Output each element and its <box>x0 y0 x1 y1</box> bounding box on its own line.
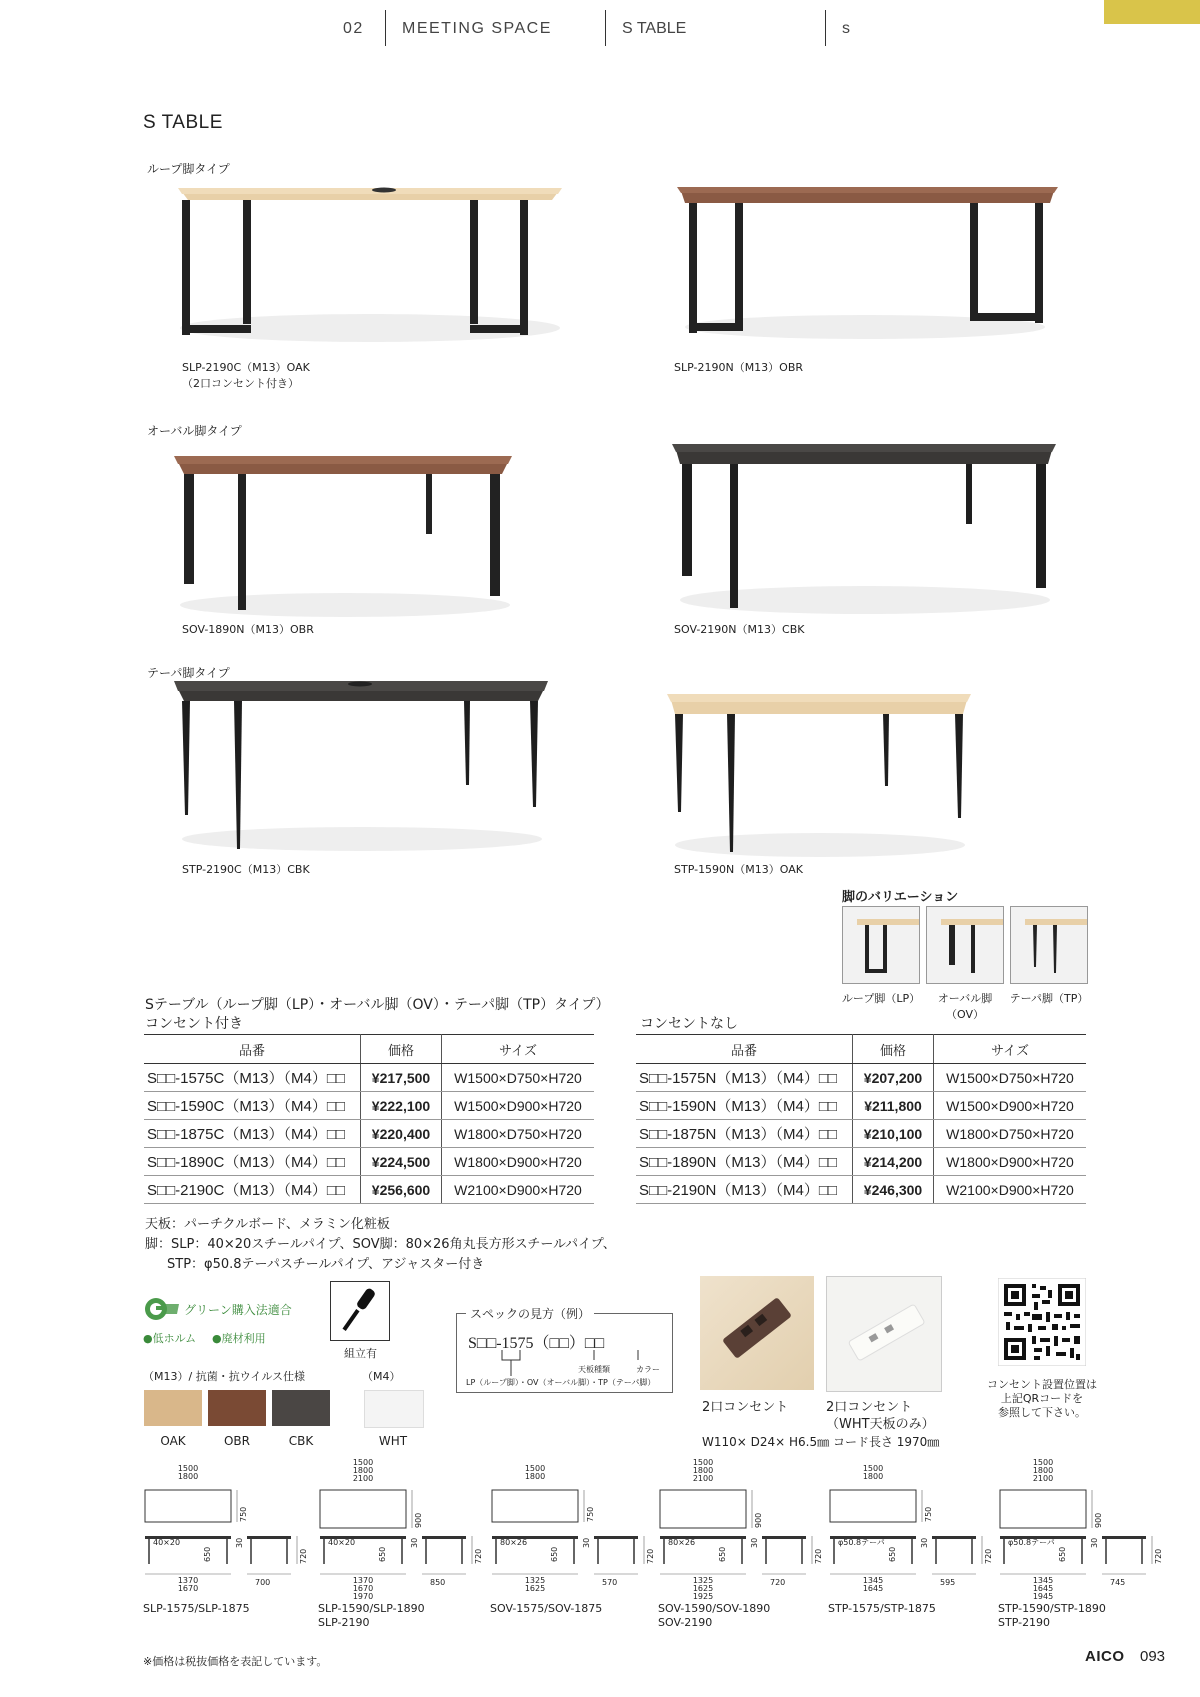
leg-size-value: 80×26 <box>668 1538 696 1547</box>
product-photo-stp-2190c <box>172 675 552 855</box>
price-cell: ¥214,200 <box>853 1148 934 1176</box>
product-name: SOV-1890N（M13）OBR <box>182 623 314 636</box>
spec-guide-arrows <box>490 1350 670 1380</box>
qr-note-line: コンセント設置位置は <box>987 1378 1097 1391</box>
drawing-name: SLP-1575/SLP-1875 <box>143 1602 250 1615</box>
product-name: SLP-2190N（M13）OBR <box>674 361 804 374</box>
col-header: サイズ <box>442 1035 595 1064</box>
color-swatch-oak <box>144 1390 202 1426</box>
height-value: 720 <box>1154 1548 1163 1564</box>
brand-logo: AICO <box>1085 1648 1125 1665</box>
group-label-oval: オーバル脚タイプ <box>147 424 242 438</box>
table-row <box>636 1120 1086 1148</box>
drawing-name: STP-1590/STP-1890 <box>998 1602 1106 1615</box>
col-header: 価格 <box>361 1035 442 1064</box>
product-code-cell: S□□-1575N（M13）（M4）□□ <box>636 1064 853 1092</box>
height-value: 30 <box>582 1537 591 1548</box>
recycle-text: ●廃材利用 <box>212 1332 266 1345</box>
height-value: 720 <box>984 1548 993 1564</box>
width-value: 1800 <box>1032 1466 1054 1475</box>
without-outlet-label: コンセントなし <box>640 1016 738 1032</box>
depth-value: 750 <box>924 1506 933 1522</box>
size-cell: W1500×D900×H720 <box>442 1092 595 1120</box>
product-photo-sov-2190n <box>670 440 1060 620</box>
low-form-label <box>143 1330 196 1346</box>
color-code: WHT <box>378 1434 408 1448</box>
product-code-cell: S□□-1590N（M13）（M4）□□ <box>636 1092 853 1120</box>
size-cell: W1800×D750×H720 <box>934 1120 1087 1148</box>
size-cell: W1800×D900×H720 <box>934 1148 1087 1176</box>
width-value: 2100 <box>352 1474 374 1483</box>
leg-variation-thumb-loop <box>842 906 920 984</box>
table-row <box>144 1148 594 1176</box>
price-cell: ¥207,200 <box>853 1064 934 1092</box>
page-number: 093 <box>1140 1648 1166 1665</box>
col-header: 品番 <box>144 1035 361 1064</box>
inner-width-value: 1645 <box>1032 1584 1054 1593</box>
drawing-name: SLP-2190 <box>318 1616 370 1629</box>
m13-label: （M13）/ 抗菌・抗ウイルス仕様 <box>143 1370 306 1383</box>
spec-guide-code: S□□-1575（□□）□□ <box>468 1335 605 1352</box>
drawing-name: SOV-1575/SOV-1875 <box>490 1602 603 1615</box>
outlet-label-1: 2口コンセント <box>702 1400 789 1415</box>
size-cell: W1500×D750×H720 <box>934 1064 1087 1092</box>
inner-width-value: 1670 <box>177 1584 199 1593</box>
header-divider <box>605 10 606 46</box>
dimension-drawing <box>828 1462 998 1615</box>
inner-width-value: 1945 <box>1032 1592 1054 1601</box>
color-code: OAK <box>160 1434 186 1448</box>
qr-note-line: 参照して下さい。 <box>998 1406 1086 1419</box>
product-code-cell: S□□-1875N（M13）（M4）□□ <box>636 1120 853 1148</box>
product-note: （2口コンセント付き） <box>182 377 299 390</box>
height-value: 720 <box>474 1548 483 1564</box>
width-value: 2100 <box>692 1474 714 1483</box>
spec-guide-legs: LP（ループ脚）・OV（オーバル脚）・TP（テーパ脚） <box>466 1378 656 1387</box>
leg-variation-thumb-oval <box>926 906 1004 984</box>
page-title: S TABLE <box>143 112 223 133</box>
width-value: 1800 <box>524 1472 546 1481</box>
product-caption <box>674 862 803 878</box>
width-value: 1500 <box>1032 1458 1054 1467</box>
product-name: SLP-2190C（M13）OAK <box>182 361 310 374</box>
depth-value: 900 <box>754 1512 763 1528</box>
table-row <box>636 1092 1086 1120</box>
drawing-name: STP-2190 <box>998 1616 1051 1629</box>
product-code-cell: S□□-1875C（M13）（M4）□□ <box>144 1120 361 1148</box>
height-value: 650 <box>550 1546 559 1562</box>
product-photo-sov-1890n <box>170 450 520 620</box>
height-value: 30 <box>410 1537 419 1548</box>
size-cell: W1800×D750×H720 <box>442 1120 595 1148</box>
width-value: 1500 <box>862 1464 884 1473</box>
height-value: 720 <box>646 1548 655 1564</box>
width-value: 1800 <box>177 1472 199 1481</box>
product-code-cell: S□□-2190N（M13）（M4）□□ <box>636 1176 853 1204</box>
width-value: 1800 <box>352 1466 374 1475</box>
depth-value: 750 <box>586 1506 595 1522</box>
inner-width-value: 1345 <box>1032 1576 1054 1585</box>
dimension-drawing <box>658 1458 828 1629</box>
inner-width-value: 1625 <box>692 1584 714 1593</box>
side-depth-value: 850 <box>430 1578 446 1587</box>
outlet-label-2: 2口コンセント <box>826 1400 913 1415</box>
assembly-box <box>330 1281 390 1341</box>
height-value: 30 <box>1090 1537 1099 1548</box>
spec-guide-title: スペックの見方（例） <box>466 1305 594 1322</box>
width-value: 1800 <box>862 1472 884 1481</box>
height-value: 30 <box>750 1537 759 1548</box>
table-row <box>636 1176 1086 1204</box>
outlet-photo-brown <box>700 1276 814 1390</box>
col-header: 品番 <box>636 1035 853 1064</box>
product-photo-slp-2190c <box>170 178 570 348</box>
header-section: MEETING SPACE <box>402 20 552 37</box>
inner-width-value: 1325 <box>692 1576 714 1585</box>
price-table-without-outlet <box>636 1034 1086 1204</box>
product-code-cell: S□□-1575C（M13）（M4）□□ <box>144 1064 361 1092</box>
dimension-drawing <box>143 1462 313 1615</box>
inner-width-value: 1370 <box>352 1576 374 1585</box>
leg-variation-label: テーパ脚（TP） <box>1009 992 1089 1005</box>
drawing-name: STP-1575/STP-1875 <box>828 1602 936 1615</box>
product-code-cell: S□□-1590C（M13）（M4）□□ <box>144 1092 361 1120</box>
footer-note: ※価格は税抜価格を表記しています。 <box>143 1655 328 1668</box>
header-divider <box>825 10 826 46</box>
qr-note <box>984 1378 1100 1420</box>
leg-variation-label: ループ脚（LP） <box>841 992 921 1005</box>
drawing-caption <box>828 1602 936 1616</box>
material-line: 脚：SLP：40×20スチールパイプ、SOV脚：80×26角丸長方形スチールパイプ、 <box>145 1237 616 1252</box>
drawing-name: SLP-1590/SLP-1890 <box>318 1602 425 1615</box>
side-depth-value: 720 <box>770 1578 786 1587</box>
inner-width-value: 1625 <box>524 1584 546 1593</box>
drawing-caption <box>143 1602 250 1616</box>
drawing-caption <box>490 1602 602 1616</box>
size-cell: W1500×D900×H720 <box>934 1092 1087 1120</box>
product-caption <box>674 360 803 376</box>
leg-size-value: φ50.8テーパ <box>838 1538 885 1547</box>
product-code-cell: S□□-1890N（M13）（M4）□□ <box>636 1148 853 1176</box>
table-title: Sテーブル（ループ脚（LP）・オーバル脚（OV）・テーパ脚（TP）タイプ） <box>145 997 610 1013</box>
height-value: 30 <box>920 1537 929 1548</box>
inner-width-value: 1645 <box>862 1584 884 1593</box>
width-value: 1500 <box>177 1464 199 1473</box>
product-caption <box>674 622 804 638</box>
col-header: サイズ <box>934 1035 1087 1064</box>
product-name: SOV-2190N（M13）CBK <box>674 623 805 636</box>
price-cell: ¥224,500 <box>361 1148 442 1176</box>
table-row <box>636 1064 1086 1092</box>
group-label-loop: ループ脚タイプ <box>147 162 230 176</box>
leg-size-value: 80×26 <box>500 1538 528 1547</box>
header-series: S TABLE <box>622 20 687 37</box>
outlet-icon <box>827 1277 941 1391</box>
color-swatch-obr <box>208 1390 266 1426</box>
color-swatch-cbk <box>272 1390 330 1426</box>
inner-width-value: 1325 <box>524 1576 546 1585</box>
width-value: 2100 <box>1032 1474 1054 1483</box>
height-value: 720 <box>814 1548 823 1564</box>
inner-width-value: 1970 <box>352 1592 374 1601</box>
side-depth-value: 745 <box>1110 1578 1126 1587</box>
green-purchase-icon <box>143 1296 181 1322</box>
outlet-note-2: （WHT天板のみ） <box>826 1417 935 1432</box>
height-value: 650 <box>1058 1546 1067 1562</box>
header-accent-bar <box>1104 0 1200 24</box>
leg-size-value: 40×20 <box>153 1538 181 1547</box>
drawing-caption <box>318 1602 425 1630</box>
product-code-cell: S□□-2190C（M13）（M4）□□ <box>144 1176 361 1204</box>
recycle-label <box>212 1330 266 1346</box>
depth-value: 750 <box>239 1506 248 1522</box>
outlet-photo-white <box>826 1276 942 1392</box>
height-value: 650 <box>718 1546 727 1562</box>
price-table-with-outlet <box>144 1034 594 1204</box>
height-value: 650 <box>378 1546 387 1562</box>
product-name: STP-2190C（M13）CBK <box>182 863 310 876</box>
price-cell: ¥256,600 <box>361 1176 442 1204</box>
width-value: 1500 <box>524 1464 546 1473</box>
product-caption <box>182 360 310 392</box>
header-page-no: 02 <box>343 20 364 37</box>
price-cell: ¥211,800 <box>853 1092 934 1120</box>
green-purchase-label: グリーン購入法適合 <box>184 1303 292 1317</box>
height-value: 650 <box>203 1546 212 1562</box>
inner-width-value: 1670 <box>352 1584 374 1593</box>
leg-variation-title: 脚のバリエーション <box>842 890 959 905</box>
color-swatch-wht <box>364 1390 424 1428</box>
table-row <box>636 1148 1086 1176</box>
materials-block <box>145 1215 616 1275</box>
leg-variation-thumb-taper <box>1010 906 1088 984</box>
header-sub: s <box>842 20 852 37</box>
price-cell: ¥222,100 <box>361 1092 442 1120</box>
spec-guide-color: カラー <box>636 1365 660 1374</box>
product-name: STP-1590N（M13）OAK <box>674 863 803 876</box>
leg-size-value: 40×20 <box>328 1538 356 1547</box>
size-cell: W2100×D900×H720 <box>934 1176 1087 1204</box>
depth-value: 900 <box>414 1512 423 1528</box>
qr-note-line: 上記QRコードを <box>1000 1392 1084 1405</box>
table-row <box>144 1120 594 1148</box>
col-header: 価格 <box>853 1035 934 1064</box>
size-cell: W2100×D900×H720 <box>442 1176 595 1204</box>
drawing-name: SOV-1590/SOV-1890 <box>658 1602 771 1615</box>
qr-code[interactable] <box>998 1278 1086 1366</box>
price-cell: ¥246,300 <box>853 1176 934 1204</box>
m4-label: （M4） <box>362 1370 401 1383</box>
leg-size-value: φ50.8テーパ <box>1008 1538 1055 1547</box>
screwdriver-icon <box>331 1282 389 1340</box>
height-value: 650 <box>888 1546 897 1562</box>
drawing-caption <box>658 1602 770 1630</box>
table-row <box>144 1092 594 1120</box>
product-photo-slp-2190n <box>675 185 1060 345</box>
product-code-cell: S□□-1890C（M13）（M4）□□ <box>144 1148 361 1176</box>
product-caption <box>182 622 314 638</box>
assembly-label: 組立有 <box>344 1347 377 1360</box>
dimension-drawing <box>490 1462 660 1615</box>
size-cell: W1500×D750×H720 <box>442 1064 595 1092</box>
width-value: 1500 <box>692 1458 714 1467</box>
size-cell: W1800×D900×H720 <box>442 1148 595 1176</box>
height-value: 30 <box>235 1537 244 1548</box>
side-depth-value: 700 <box>255 1578 271 1587</box>
drawing-name: SOV-2190 <box>658 1616 713 1629</box>
depth-value: 900 <box>1094 1512 1103 1528</box>
material-line: 天板：パーチクルボード、メラミン化粧板 <box>145 1217 390 1232</box>
outlet-icon <box>700 1276 814 1390</box>
material-line: STP：φ50.8テーパスチールパイプ、アジャスター付き <box>167 1257 485 1272</box>
low-form-text: ●低ホルム <box>143 1332 197 1345</box>
table-row <box>144 1176 594 1204</box>
inner-width-value: 1370 <box>177 1576 199 1585</box>
price-cell: ¥220,400 <box>361 1120 442 1148</box>
width-value: 1800 <box>692 1466 714 1475</box>
table-row <box>144 1064 594 1092</box>
group-label-taper: テーパ脚タイプ <box>147 666 230 680</box>
outlet-dims: W110× D24× H6.5㎜ コード長さ 1970㎜ <box>702 1435 940 1449</box>
with-outlet-label: コンセント付き <box>145 1016 243 1032</box>
inner-width-value: 1925 <box>692 1592 714 1601</box>
inner-width-value: 1345 <box>862 1576 884 1585</box>
product-caption <box>182 862 310 878</box>
price-cell: ¥217,500 <box>361 1064 442 1092</box>
dimension-drawing <box>318 1458 488 1629</box>
height-value: 720 <box>299 1548 308 1564</box>
color-code: CBK <box>288 1434 314 1448</box>
width-value: 1500 <box>352 1458 374 1467</box>
dimension-drawing <box>998 1458 1168 1629</box>
color-code: OBR <box>223 1434 250 1448</box>
side-depth-value: 595 <box>940 1578 956 1587</box>
price-cell: ¥210,100 <box>853 1120 934 1148</box>
drawing-caption <box>998 1602 1106 1630</box>
leg-variation-label: オーバル脚（OV） <box>937 992 993 1021</box>
header-divider <box>385 10 386 46</box>
side-depth-value: 570 <box>602 1578 618 1587</box>
spec-guide-top-type: 天板種類 <box>578 1365 610 1374</box>
product-photo-stp-1590n <box>665 690 975 860</box>
